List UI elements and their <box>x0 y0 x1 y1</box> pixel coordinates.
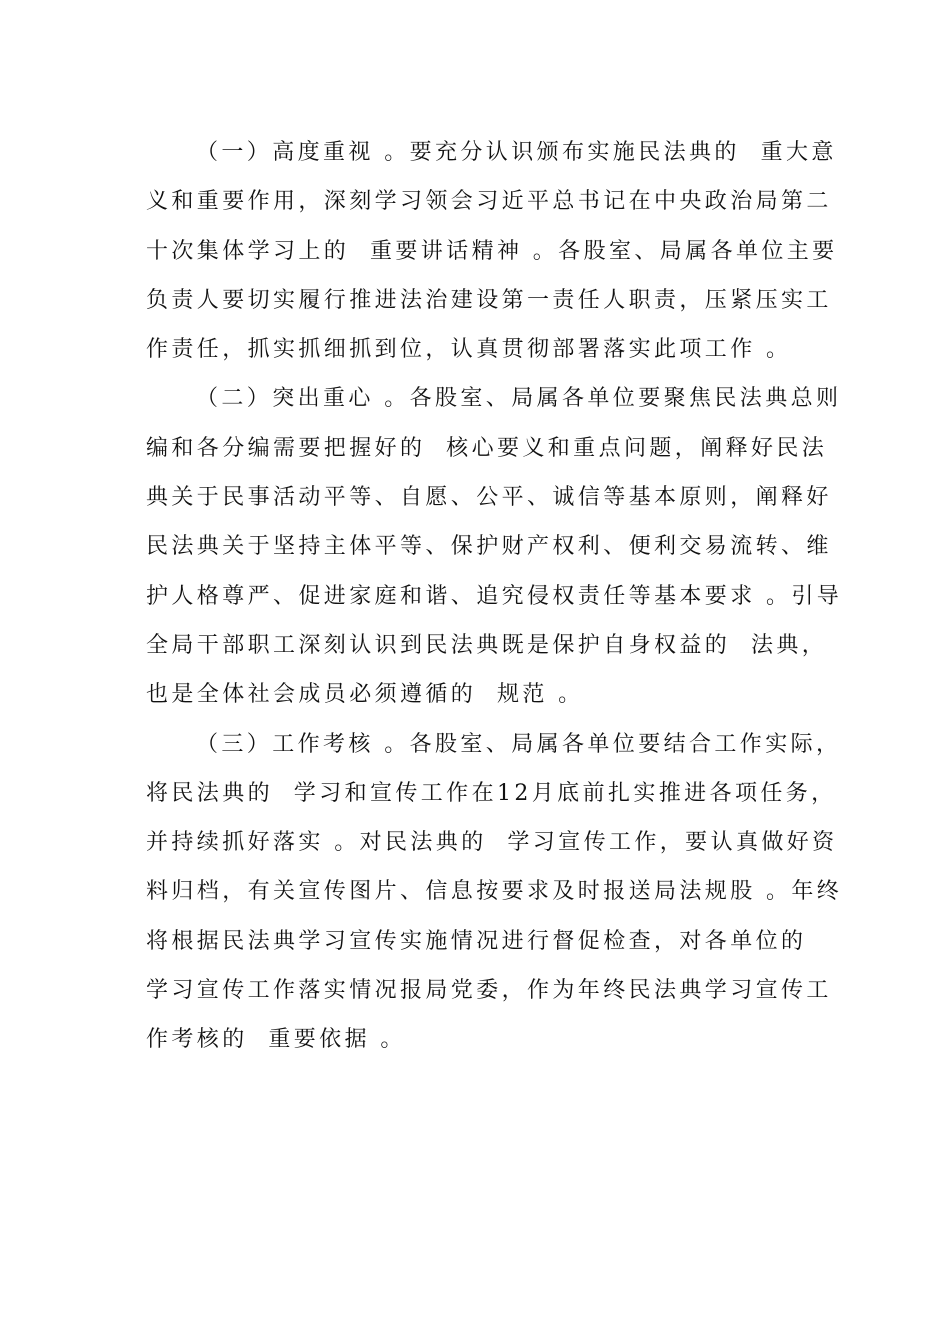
document-body <box>146 128 843 1065</box>
text-line: 也是全体社会成员必须遵循的 规范 。 <box>146 682 584 708</box>
paragraph-highlight-focus <box>146 374 843 719</box>
text-line: 料归档，有关宣传图片、信息按要求及时报送局法规股 。年终 <box>146 879 843 905</box>
text-line: 民法典关于坚持主体平等、保护财产权利、便利交易流转、维 <box>146 534 832 560</box>
text-line: 作考核的 重要依据 。 <box>146 1027 406 1053</box>
text-line: 负责人要切实履行推进法治建设第一责任人职责，压紧压实工 <box>146 287 832 313</box>
text-line: 学习宣传工作落实情况报局党委，作为年终民法典学习宣传工 <box>146 978 832 1004</box>
text-line: 将民法典的 学习和宣传工作在12月底前扎实推进各项任务， <box>146 780 837 806</box>
text-line: 将根据民法典学习宣传实施情况进行督促检查，对各单位的 <box>146 928 807 954</box>
text-line: 十次集体学习上的 重要讲话精神 。各股室、局属各单位主要 <box>146 238 838 264</box>
paragraph-heightened-attention <box>146 128 838 374</box>
text-line: （一）高度重视 。要充分认识颁布实施民法典的 重大意 <box>196 140 837 165</box>
text-line: 并持续抓好落实 。对民法典的 学习宣传工作，要认真做好资 <box>146 830 838 856</box>
text-line: 义和重要作用，深刻学习领会习近平总书记在中央政治局第二 <box>146 189 832 215</box>
paragraph-work-assessment <box>146 720 843 1065</box>
text-line: 编和各分编需要把握好的 核心要义和重点问题，阐释好民法 <box>146 435 828 461</box>
text-line: （三）工作考核 。各股室、局属各单位要结合工作实际， <box>196 731 842 757</box>
text-line: 全局干部职工深刻认识到民法典既是保护自身权益的 法典， <box>146 632 828 658</box>
text-line: 护人格尊严、促进家庭和谐、追究侵权责任等基本要求 。引导 <box>146 583 843 609</box>
text-line: 典关于民事活动平等、自愿、公平、诚信等基本原则，阐释好 <box>146 485 832 511</box>
text-line: 作责任，抓实抓细抓到位，认真贯彻部署落实此项工作 。 <box>146 337 792 363</box>
text-line: （二）突出重心 。各股室、局属各单位要聚焦民法典总则 <box>196 386 842 412</box>
